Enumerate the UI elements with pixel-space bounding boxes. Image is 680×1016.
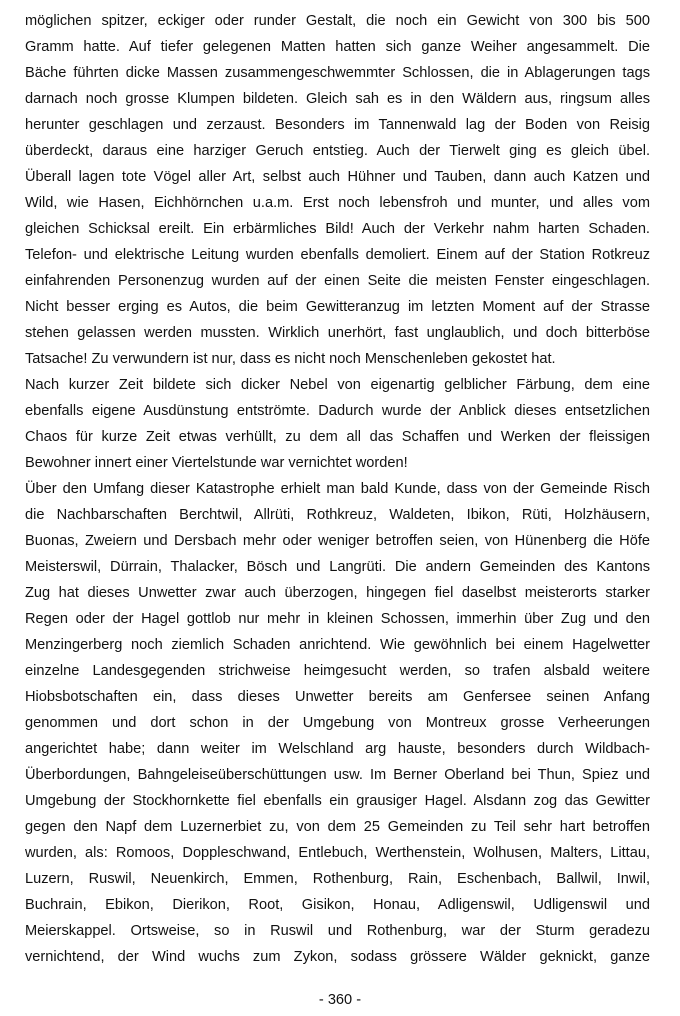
text-line: Chaos für kurze Zeit etwas verhüllt, zu dem all das Schaffen und Werken der fleissigen <box>25 429 650 445</box>
text-line: Nicht besser erging es Autos, die beim Gewitteranzug im letzten Moment auf der Strasse <box>25 299 650 315</box>
text-line: möglichen spitzer, eckiger oder runder Gestalt, die noch ein Gewicht von 300 bis 500 <box>25 13 650 29</box>
text-line: gleichen Schicksal ereilt. Ein erbärmliches Bild! Auch der Verkehr nahm harten Schaden. <box>25 221 650 237</box>
text-line: Telefon- und elektrische Leitung wurden ebenfalls demoliert. Einem auf der Station Rotkreuz <box>25 247 650 263</box>
page-number: - 360 - <box>318 992 362 1008</box>
text-line: Meierskappel. Ortsweise, so in Ruswil und Rothenburg, war der Sturm geradezu <box>25 923 650 939</box>
text-line: herunter geschlagen und zerzaust. Besonders im Tannenwald lag der Boden von Reisig <box>25 117 650 133</box>
text-line: stehen gelassen werden mussten. Wirklich unerhört, fast unglaublich, und doch bitterböse <box>25 325 650 341</box>
text-line: Menzingerberg noch ziemlich Schaden anrichtend. Wie gewöhnlich bei einem Hagelwetter <box>25 637 650 653</box>
text-line: einfahrenden Personenzug wurden auf der einen Seite die meisten Fenster eingeschlagen. <box>25 273 650 289</box>
text-line: Wild, wie Hasen, Eichhörnchen u.a.m. Erst noch lebensfroh und munter, und alles vom <box>25 195 650 211</box>
text-line: Luzern, Ruswil, Neuenkirch, Emmen, Rothenburg, Rain, Eschenbach, Ballwil, Inwil, <box>25 871 650 887</box>
text-line: gegen den Napf dem Luzernerbiet zu, von dem 25 Gemeinden zu Teil sehr hart betroffen <box>25 819 650 835</box>
text-line: Zug hat dieses Unwetter zwar auch überzogen, hingegen fiel daselbst meisterorts starker <box>25 585 650 601</box>
text-line: Überbordungen, Bahngeleiseüberschüttungen usw. Im Berner Oberland bei Thun, Spiez und <box>25 767 650 783</box>
text-line: angerichtet habe; dann weiter im Welschland arg hauste, besonders durch Wildbach- <box>25 741 650 757</box>
body-text <box>25 8 650 970</box>
text-line: genommen und dort schon in der Umgebung von Montreux grosse Verheerungen <box>25 715 650 731</box>
text-line: Bewohner innert einer Viertelstunde war vernichtet worden! <box>25 455 408 471</box>
text-line: Buchrain, Ebikon, Dierikon, Root, Gisikon, Honau, Adligenswil, Udligenswil und <box>25 897 650 913</box>
text-line: Gramm hatte. Auf tiefer gelegenen Matten hatten sich ganze Weiher angesammelt. Die <box>25 39 650 55</box>
text-line: Überall lagen tote Vögel aller Art, selbst auch Hühner und Tauben, dann auch Katzen und <box>25 169 650 185</box>
text-line: Über den Umfang dieser Katastrophe erhielt man bald Kunde, dass von der Gemeinde Risch <box>25 481 650 497</box>
text-line: Buonas, Zweiern und Dersbach mehr oder weniger betroffen seien, von Hünenberg die Höfe <box>25 533 650 549</box>
text-line: Bäche führten dicke Massen zusammengeschwemmter Schlossen, die in Ablagerungen tags <box>25 65 650 81</box>
text-line: darnach noch grosse Klumpen bildeten. Gleich sah es in den Wäldern aus, ringsum alles <box>25 91 650 107</box>
text-line: Regen oder der Hagel gottlob nur mehr in kleinen Schossen, immerhin über Zug und den <box>25 611 650 627</box>
text-line: Nach kurzer Zeit bildete sich dicker Nebel von eigenartig gelblicher Färbung, dem eine <box>25 377 650 393</box>
text-line: Meisterswil, Dürrain, Thalacker, Bösch und Langrüti. Die andern Gemeinden des Kantons <box>25 559 650 575</box>
text-line: ebenfalls eigene Ausdünstung entströmte. Dadurch wurde der Anblick dieses entsetzlichen <box>25 403 650 419</box>
text-line: die Nachbarschaften Berchtwil, Allrüti, Rothkreuz, Waldeten, Ibikon, Rüti, Holzhäusern, <box>25 507 650 523</box>
text-line: Hiobsbotschaften ein, dass dieses Unwetter bereits am Genfersee seinen Anfang <box>25 689 650 705</box>
text-line: einzelne Landesgegenden strichweise heimgesucht werden, so trafen alsbald weitere <box>25 663 650 679</box>
text-line: Tatsache! Zu verwundern ist nur, dass es nicht noch Menschenleben gekostet hat. <box>25 351 556 367</box>
text-line: überdeckt, daraus eine harziger Geruch entstieg. Auch der Tierwelt ging es gleich übel. <box>25 143 650 159</box>
document-page <box>25 8 650 970</box>
text-line: vernichtend, der Wind wuchs zum Zykon, sodass grössere Wälder geknickt, ganze <box>25 949 650 965</box>
text-line: wurden, als: Romoos, Doppleschwand, Entlebuch, Werthenstein, Wolhusen, Malters, Littau, <box>25 845 650 861</box>
text-line: Umgebung der Stockhornkette fiel ebenfalls ein grausiger Hagel. Alsdann zog das Gewitter <box>25 793 650 809</box>
